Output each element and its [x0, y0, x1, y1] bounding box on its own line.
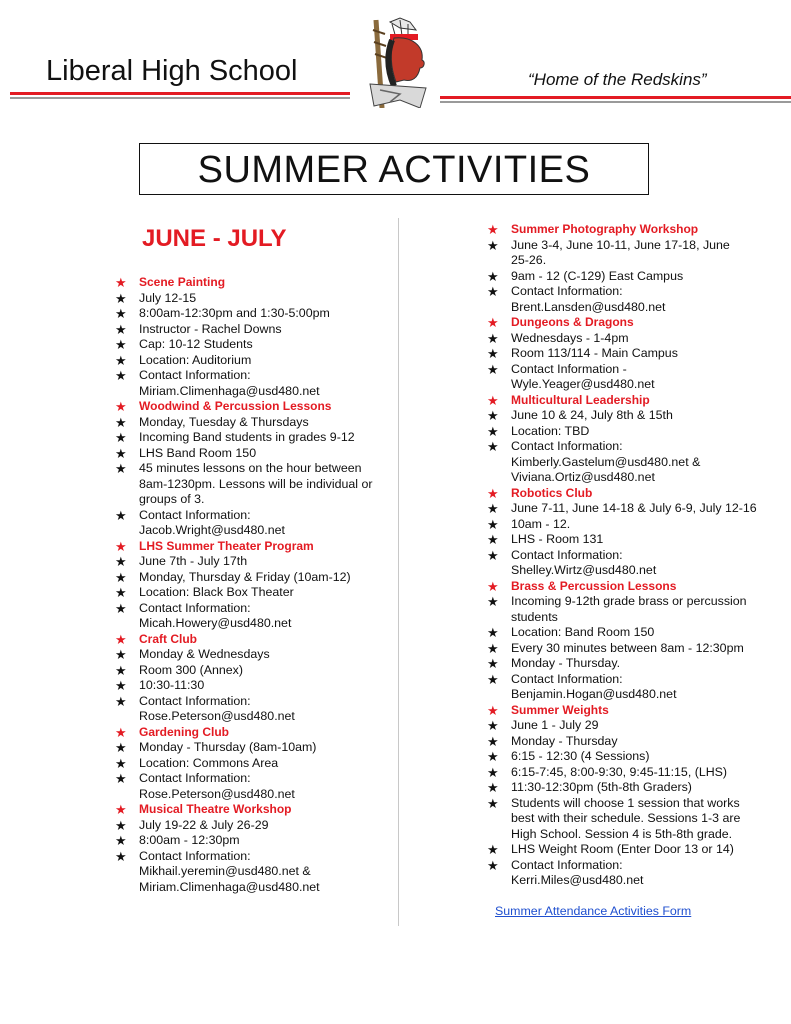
activity-detail	[115, 849, 385, 896]
activity-detail	[487, 672, 757, 703]
detail-line: Cap: 10-12 Students	[139, 337, 253, 351]
mascot-logo	[360, 16, 436, 108]
star-icon: ★	[487, 237, 499, 253]
activity-detail	[487, 796, 757, 843]
detail-line: Monday - Thursday.	[511, 656, 621, 670]
detail-line: Contact Information:	[139, 848, 251, 863]
school-name: Liberal High School	[46, 55, 298, 87]
star-icon: ★	[115, 817, 127, 833]
activity-block	[115, 802, 385, 895]
detail-line: Location: Black Box Theater	[139, 585, 294, 599]
activity-block	[487, 486, 757, 579]
activity-detail	[487, 238, 757, 269]
star-icon: ★	[115, 352, 127, 368]
detail-line: 11:30-12:30pm (5th-8th Graders)	[511, 780, 692, 794]
star-icon: ★	[487, 547, 499, 563]
left-column	[115, 275, 385, 895]
detail-line: groups of 3.	[139, 492, 205, 506]
activity-heading	[487, 486, 757, 502]
star-icon: ★	[487, 361, 499, 377]
activity-detail	[487, 625, 757, 641]
detail-line: 25-26.	[511, 253, 547, 267]
activity-detail	[487, 346, 757, 362]
star-icon: ★	[487, 222, 499, 237]
activity-block	[487, 393, 757, 486]
detail-line: Room 300 (Annex)	[139, 662, 243, 677]
detail-line: students	[511, 609, 558, 624]
activity-detail	[115, 368, 385, 399]
detail-line: Contact Information:	[511, 439, 623, 453]
detail-line: Contact Information:	[139, 771, 251, 785]
star-icon: ★	[115, 678, 127, 693]
activity-heading	[115, 539, 385, 555]
detail-line: best with their schedule. Sessions 1-3 are	[511, 811, 741, 825]
detail-line: July 19-22 & July 26-29	[139, 817, 269, 832]
detail-line: Location: Band Room 150	[511, 625, 655, 639]
activity-detail	[115, 353, 385, 369]
detail-line: Brent.Lansden@usd480.net	[511, 299, 666, 314]
detail-line: June 10 & 24, July 8th & 15th	[511, 408, 673, 422]
star-icon: ★	[115, 461, 127, 476]
detail-line: Monday, Tuesday & Thursdays	[139, 414, 309, 429]
star-icon: ★	[115, 538, 127, 554]
star-icon: ★	[115, 290, 127, 306]
star-icon: ★	[115, 833, 127, 848]
star-icon: ★	[115, 569, 127, 585]
activity-block	[115, 632, 385, 725]
star-icon: ★	[115, 414, 127, 430]
star-icon: ★	[487, 284, 499, 299]
detail-line: LHS Band Room 150	[139, 445, 257, 460]
activity-heading	[487, 222, 757, 238]
school-motto: “Home of the Redskins”	[528, 70, 707, 89]
activity-heading	[115, 399, 385, 415]
detail-line: Kerri.Miles@usd480.net	[511, 873, 644, 887]
activity-detail	[487, 517, 757, 533]
star-icon: ★	[487, 516, 499, 532]
star-icon: ★	[115, 802, 127, 817]
star-icon: ★	[487, 578, 499, 594]
activity-name: Multicultural Leadership	[511, 392, 650, 407]
activity-block	[115, 725, 385, 803]
detail-line: June 3-4, June 10-11, June 17-18, June	[511, 237, 730, 252]
star-icon: ★	[487, 640, 499, 656]
detail-line: Viviana.Ortiz@usd480.net	[511, 470, 655, 484]
activity-heading	[115, 802, 385, 818]
header-rule-right-red	[440, 96, 791, 99]
detail-line: Location: TBD	[511, 423, 590, 438]
star-icon: ★	[487, 423, 499, 439]
detail-line: Contact Information:	[511, 547, 623, 562]
activity-name: Dungeons & Dragons	[511, 315, 634, 329]
detail-line: June 7th - July 17th	[139, 554, 248, 568]
activity-block	[487, 579, 757, 703]
detail-line: High School. Session 4 is 5th-8th grade.	[511, 826, 733, 841]
detail-line: June 7-11, June 14-18 & July 6-9, July 12-16	[511, 501, 757, 515]
activity-block	[487, 315, 757, 393]
detail-line: Wyle.Yeager@usd480.net	[511, 377, 655, 391]
activity-detail	[487, 331, 757, 347]
activity-name: Summer Weights	[511, 702, 609, 717]
activity-detail	[487, 641, 757, 657]
activity-heading	[115, 725, 385, 741]
activity-block	[115, 399, 385, 539]
detail-line: Contact Information -	[511, 361, 627, 376]
star-icon: ★	[115, 724, 127, 740]
activity-detail	[115, 647, 385, 663]
detail-line: 8am-1230pm. Lessons will be individual or	[139, 476, 373, 491]
detail-line: Monday - Thursday	[511, 733, 618, 748]
activity-detail	[487, 842, 757, 858]
detail-line: Contact Information:	[139, 368, 251, 382]
activity-detail	[487, 656, 757, 672]
detail-line: Instructor - Rachel Downs	[139, 321, 282, 336]
activity-name: Scene Painting	[139, 275, 226, 289]
detail-line: Contact Information:	[139, 507, 251, 522]
star-icon: ★	[115, 337, 127, 352]
detail-line: Contact Information:	[139, 600, 251, 615]
detail-line: Jacob.Wright@usd480.net	[139, 523, 285, 537]
star-icon: ★	[487, 501, 499, 516]
activity-detail	[487, 718, 757, 734]
detail-line: 8:00am-12:30pm and 1:30-5:00pm	[139, 306, 330, 320]
header-rule-right-gray	[440, 101, 791, 103]
activity-detail	[487, 408, 757, 424]
activity-detail	[487, 284, 757, 315]
detail-line: 45 minutes lessons on the hour between	[139, 461, 362, 475]
attendance-form-link[interactable]: Summer Attendance Activities Form	[495, 904, 692, 918]
activity-detail	[115, 461, 385, 508]
detail-line: July 12-15	[139, 290, 197, 305]
star-icon: ★	[115, 693, 127, 709]
detail-line: Mikhail.yeremin@usd480.net &	[139, 864, 311, 878]
star-icon: ★	[115, 368, 127, 383]
activity-detail	[115, 508, 385, 539]
activity-detail	[487, 532, 757, 548]
detail-line: Location: Commons Area	[139, 755, 279, 770]
star-icon: ★	[115, 600, 127, 616]
detail-line: Rose.Peterson@usd480.net	[139, 786, 295, 801]
activity-detail	[115, 740, 385, 756]
detail-line: Students will choose 1 session that works	[511, 795, 740, 810]
activity-detail	[115, 322, 385, 338]
star-icon: ★	[487, 764, 499, 780]
star-icon: ★	[487, 795, 499, 811]
activity-detail	[487, 594, 757, 625]
activity-detail	[115, 756, 385, 772]
activity-detail	[115, 554, 385, 570]
activity-detail	[115, 585, 385, 601]
detail-line: Location: Auditorium	[139, 352, 252, 367]
detail-line: LHS Weight Room (Enter Door 13 or 14)	[511, 842, 734, 856]
star-icon: ★	[487, 718, 499, 733]
detail-line: Contact Information:	[511, 857, 623, 872]
detail-line: 10am - 12.	[511, 516, 571, 531]
star-icon: ★	[487, 485, 499, 501]
activity-detail	[115, 833, 385, 849]
detail-line: Micah.Howery@usd480.net	[139, 616, 292, 630]
detail-line: 6:15 - 12:30 (4 Sessions)	[511, 749, 650, 763]
activity-name: Gardening Club	[139, 724, 229, 739]
star-icon: ★	[487, 408, 499, 423]
activity-heading	[115, 275, 385, 291]
star-icon: ★	[115, 306, 127, 321]
detail-line: Monday, Thursday & Friday (10am-12)	[139, 569, 351, 584]
activity-detail	[487, 501, 757, 517]
activity-heading	[115, 632, 385, 648]
activity-detail	[115, 663, 385, 679]
star-icon: ★	[115, 848, 127, 864]
activity-detail	[115, 818, 385, 834]
activity-detail	[487, 424, 757, 440]
star-icon: ★	[487, 392, 499, 408]
star-icon: ★	[115, 554, 127, 569]
header-rule-left-red	[10, 92, 350, 95]
detail-line: Contact Information:	[511, 671, 623, 686]
detail-line: Kimberly.Gastelum@usd480.net &	[511, 454, 701, 469]
activity-heading	[487, 393, 757, 409]
activity-block	[115, 539, 385, 632]
star-icon: ★	[115, 321, 127, 337]
detail-line: Contact Information:	[511, 284, 623, 298]
star-icon: ★	[487, 625, 499, 640]
detail-line: Contact Information:	[139, 693, 251, 708]
activity-detail	[487, 749, 757, 765]
star-icon: ★	[487, 268, 499, 284]
detail-line: 8:00am - 12:30pm	[139, 833, 240, 847]
star-icon: ★	[115, 275, 127, 290]
detail-line: Miriam.Climenhaga@usd480.net	[139, 383, 320, 398]
activity-detail	[487, 858, 757, 889]
star-icon: ★	[487, 330, 499, 346]
activity-detail	[115, 306, 385, 322]
header-rule-left-gray	[10, 97, 350, 99]
activity-heading	[487, 315, 757, 331]
activity-detail	[115, 678, 385, 694]
activity-heading	[487, 703, 757, 719]
detail-line: 9am - 12 (C-129) East Campus	[511, 268, 684, 283]
detail-line: June 1 - July 29	[511, 718, 599, 732]
star-icon: ★	[115, 647, 127, 662]
star-icon: ★	[115, 585, 127, 600]
activity-block	[115, 275, 385, 399]
activity-name: Brass & Percussion Lessons	[511, 578, 677, 593]
activity-detail	[115, 694, 385, 725]
star-icon: ★	[115, 631, 127, 647]
activity-detail	[115, 430, 385, 446]
page-title: SUMMER ACTIVITIES	[139, 143, 649, 195]
activity-heading	[487, 579, 757, 595]
star-icon: ★	[487, 671, 499, 687]
activity-name: LHS Summer Theater Program	[139, 538, 314, 553]
right-column	[487, 222, 757, 889]
star-icon: ★	[487, 594, 499, 609]
detail-line: Every 30 minutes between 8am - 12:30pm	[511, 640, 744, 655]
activity-name: Woodwind & Percussion Lessons	[139, 399, 332, 413]
star-icon: ★	[487, 702, 499, 718]
activity-name: Robotics Club	[511, 485, 593, 500]
detail-line: Rose.Peterson@usd480.net	[139, 709, 295, 723]
detail-line: Wednesdays - 1-4pm	[511, 330, 629, 345]
activity-detail	[487, 548, 757, 579]
star-icon: ★	[115, 399, 127, 414]
activity-detail	[487, 734, 757, 750]
activity-name: Craft Club	[139, 631, 197, 646]
star-icon: ★	[115, 771, 127, 786]
star-icon: ★	[115, 430, 127, 445]
star-icon: ★	[115, 740, 127, 755]
activity-detail	[487, 362, 757, 393]
star-icon: ★	[115, 662, 127, 678]
column-divider	[398, 218, 399, 926]
star-icon: ★	[115, 445, 127, 461]
activity-detail	[115, 771, 385, 802]
activity-detail	[487, 780, 757, 796]
activity-detail	[115, 291, 385, 307]
detail-line: Monday - Thursday (8am-10am)	[139, 740, 317, 754]
detail-line: Incoming 9-12th grade brass or percussion	[511, 594, 747, 608]
activity-name: Musical Theatre Workshop	[139, 802, 292, 816]
activity-detail	[115, 446, 385, 462]
activity-detail	[115, 415, 385, 431]
detail-line: Incoming Band students in grades 9-12	[139, 430, 355, 444]
star-icon: ★	[487, 346, 499, 361]
star-icon: ★	[487, 532, 499, 547]
star-icon: ★	[487, 857, 499, 873]
activity-detail	[115, 337, 385, 353]
activity-detail	[487, 765, 757, 781]
star-icon: ★	[487, 733, 499, 749]
detail-line: Shelley.Wirtz@usd480.net	[511, 563, 657, 577]
detail-line: Miriam.Climenhaga@usd480.net	[139, 879, 320, 894]
detail-line: 6:15-7:45, 8:00-9:30, 9:45-11:15, (LHS)	[511, 764, 728, 779]
activity-detail	[487, 269, 757, 285]
star-icon: ★	[487, 842, 499, 857]
star-icon: ★	[115, 755, 127, 771]
section-heading: JUNE - JULY	[142, 225, 287, 252]
activity-block	[487, 703, 757, 889]
star-icon: ★	[487, 749, 499, 764]
detail-line: Benjamin.Hogan@usd480.net	[511, 687, 677, 701]
activity-detail	[487, 439, 757, 486]
detail-line: LHS - Room 131	[511, 532, 604, 546]
star-icon: ★	[487, 780, 499, 795]
star-icon: ★	[115, 507, 127, 523]
detail-line: Monday & Wednesdays	[139, 647, 270, 661]
activity-detail	[115, 570, 385, 586]
star-icon: ★	[487, 656, 499, 671]
activity-name: Summer Photography Workshop	[511, 222, 699, 236]
detail-line: 10:30-11:30	[139, 678, 205, 692]
star-icon: ★	[487, 315, 499, 330]
detail-line: Room 113/114 - Main Campus	[511, 346, 678, 360]
star-icon: ★	[487, 439, 499, 454]
activity-detail	[115, 601, 385, 632]
activity-block	[487, 222, 757, 315]
